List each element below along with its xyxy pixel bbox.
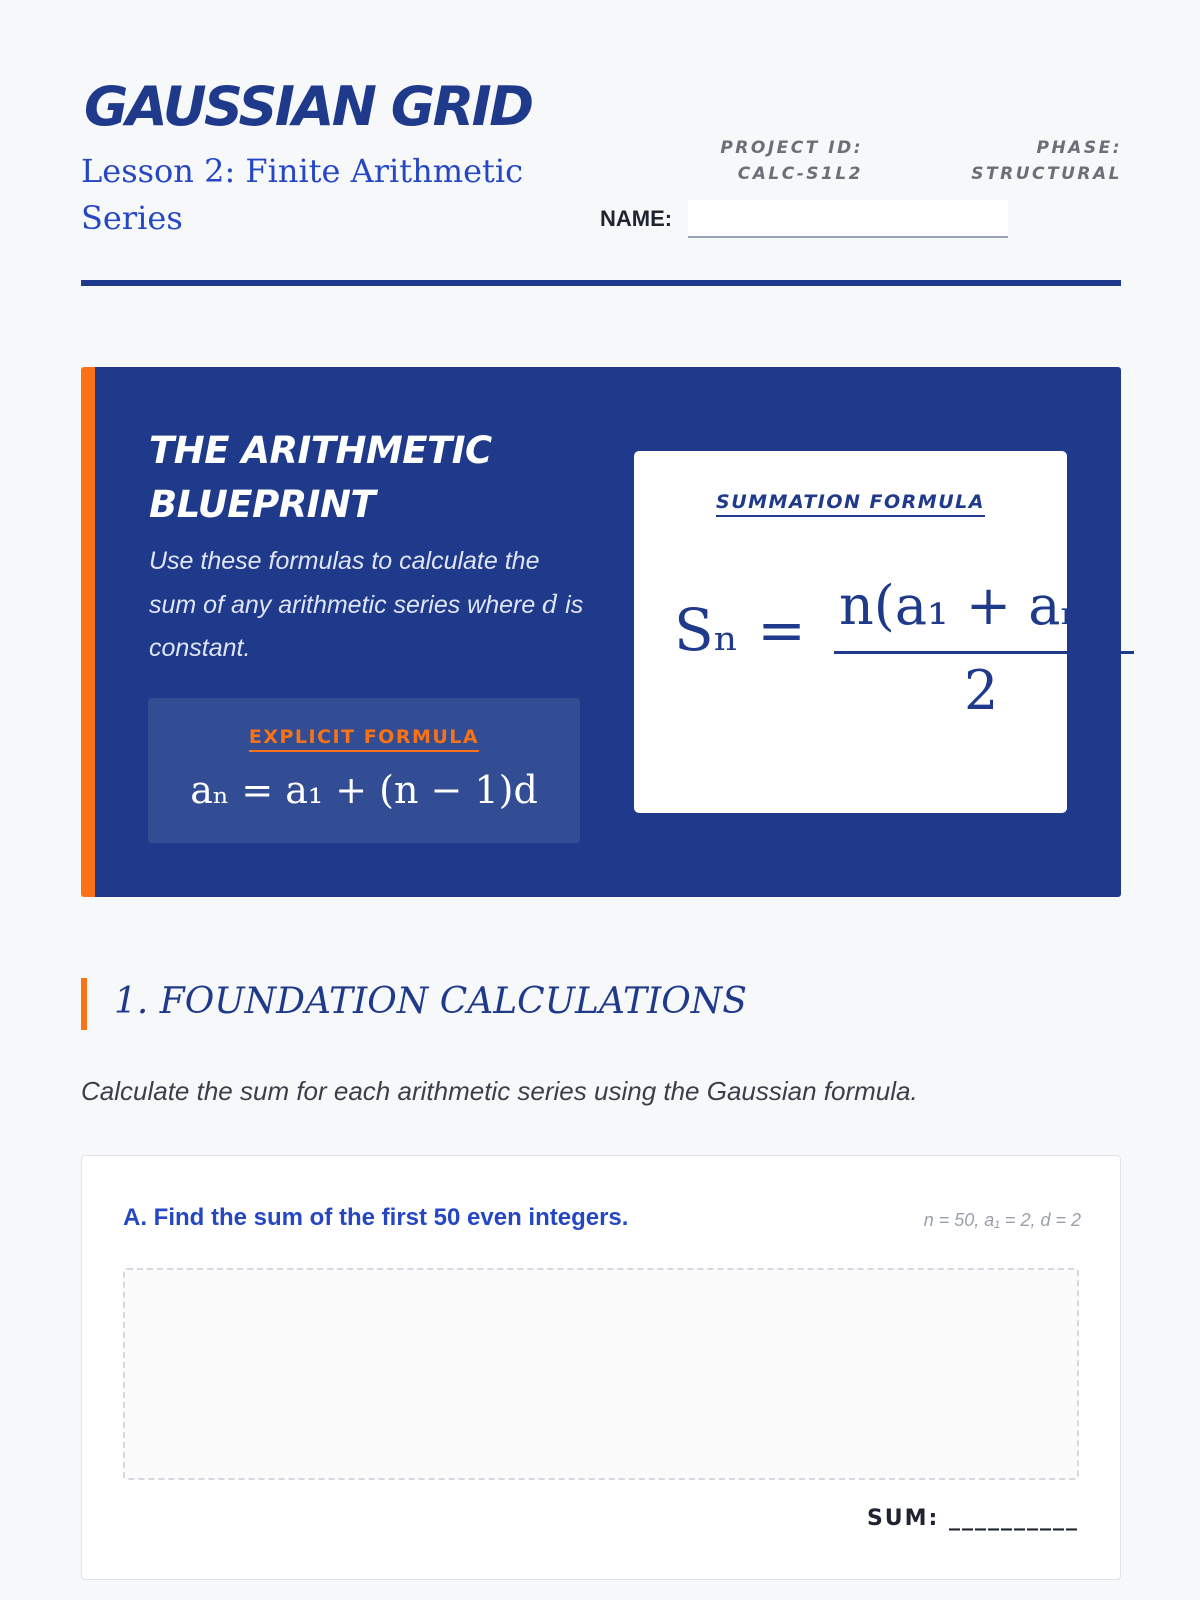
blueprint-desc-variable: d <box>542 590 559 619</box>
explicit-formula-box <box>148 698 580 843</box>
section-title: 1. FOUNDATION CALCULATIONS <box>114 981 747 1022</box>
header-divider <box>81 280 1121 286</box>
problem-question: A. Find the sum of the first 50 even integers. <box>123 1204 629 1231</box>
work-area[interactable] <box>123 1268 1079 1480</box>
name-input[interactable] <box>688 200 1008 238</box>
brand-title: GAUSSIAN GRID <box>84 75 532 138</box>
section-accent-bar <box>81 978 87 1030</box>
problem-hint: n = 50, a₁ = 2, d = 2 <box>923 1210 1081 1230</box>
blueprint-desc-tail: is constant. <box>149 591 584 662</box>
project-id: PROJECT ID: CALC-S1L2 <box>720 138 863 184</box>
blueprint-description <box>149 540 589 670</box>
summation-formula <box>634 451 1105 813</box>
summation-lhs: Sₙ = <box>674 596 806 664</box>
problem-card <box>81 1155 1121 1580</box>
name-label: NAME: <box>600 206 673 231</box>
summation-denominator: 2 <box>964 659 999 722</box>
section-description: Calculate the sum for each arithmetic series using the Gaussian formula. <box>81 1076 918 1106</box>
blueprint-title: THE ARITHMETIC BLUEPRINT <box>149 429 492 526</box>
sum-answer-line[interactable]: SUM: __________ <box>866 1506 1079 1531</box>
summation-formula-card <box>634 451 1105 813</box>
lesson-title: Lesson 2: Finite Arithmetic Series <box>81 152 524 237</box>
summation-formula-label: SUMMATION FORMULA <box>716 491 985 517</box>
blueprint-desc-text: Use these formulas to calculate the sum of any arithmetic series where <box>149 547 543 619</box>
summation-numerator: n(a₁ + aₙ) <box>839 574 1105 637</box>
phase-label: PHASE: STRUCTURAL <box>971 138 1122 184</box>
explicit-formula-label: EXPLICIT FORMULA <box>249 726 479 752</box>
explicit-formula-label-wrap <box>148 726 580 748</box>
explicit-formula: aₙ = a₁ + (n − 1)d <box>190 768 538 812</box>
fraction-bar-overflow <box>1067 651 1132 654</box>
